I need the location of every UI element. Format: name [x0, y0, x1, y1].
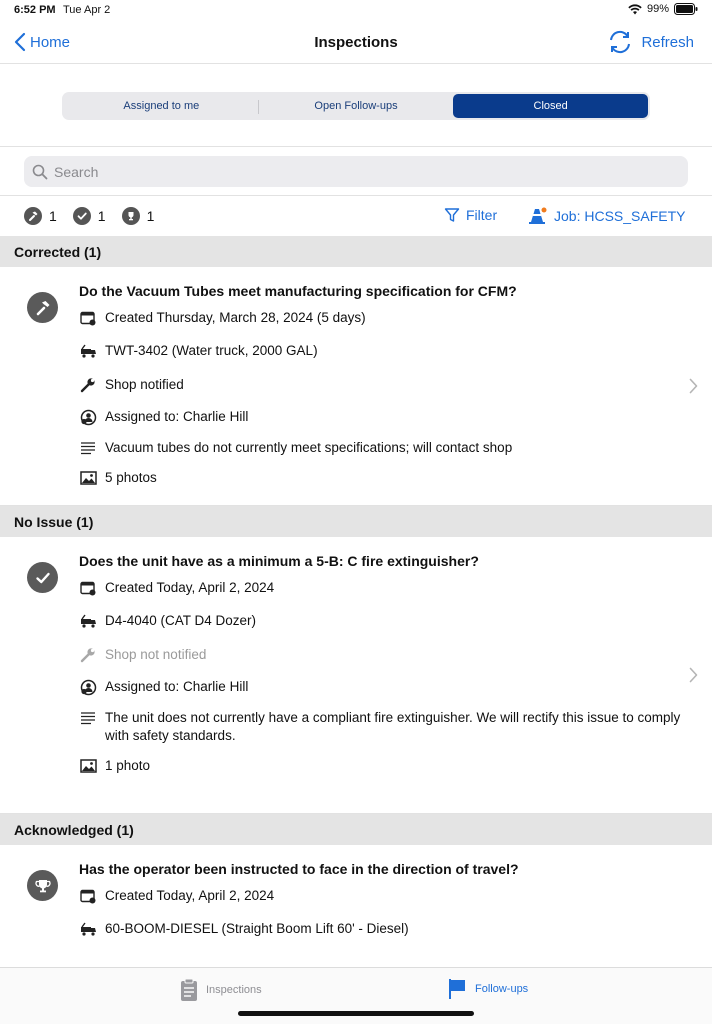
segment-assigned-to-me[interactable]: Assigned to me — [64, 94, 259, 118]
refresh-button[interactable] — [607, 29, 694, 55]
count-no-issue — [73, 207, 106, 225]
status-bar — [0, 0, 712, 22]
refresh-label: Refresh — [641, 33, 694, 51]
note-text: The unit does not currently have a compliant fire extinguisher. We will rectify this issue to comply with safety standards. — [105, 710, 681, 743]
battery-percent: 99% — [646, 3, 669, 15]
nav-bar — [0, 22, 712, 64]
section-header-no-issue: No Issue (1) — [0, 506, 712, 537]
wrench-icon — [79, 376, 97, 394]
user-badge-icon — [79, 678, 97, 696]
segmented-control — [62, 92, 650, 120]
photos-text: 5 photos — [105, 470, 157, 485]
search-area — [0, 147, 712, 196]
status-right — [628, 3, 698, 15]
equipment-icon — [79, 612, 97, 630]
equipment-icon — [79, 920, 97, 938]
created-row — [79, 579, 712, 597]
section-header-acknowledged: Acknowledged (1) — [0, 814, 712, 845]
tab-inspections[interactable] — [180, 978, 262, 1002]
equipment-row — [79, 342, 712, 360]
equipment-text: TWT-3402 (Water truck, 2000 GAL) — [105, 343, 318, 358]
segment-open-follow-ups[interactable]: Open Follow-ups — [314, 100, 398, 112]
photos-row — [79, 469, 712, 487]
page-title: Inspections — [314, 34, 398, 51]
text-lines-icon — [79, 709, 97, 727]
check-icon — [27, 562, 58, 593]
hammer-icon — [27, 292, 58, 323]
filter-label: Filter — [466, 207, 498, 223]
section-header-corrected: Corrected (1) — [0, 236, 712, 267]
created-text: Created Thursday, March 28, 2024 (5 days) — [105, 310, 366, 325]
filter-button[interactable] — [444, 207, 497, 223]
search-icon — [32, 164, 48, 180]
shop-row — [79, 646, 712, 664]
job-selector[interactable] — [528, 207, 686, 225]
inspection-card[interactable] — [0, 845, 712, 967]
segment-area — [0, 64, 712, 147]
created-row — [79, 309, 712, 327]
user-badge-icon — [79, 408, 97, 426]
count-acknowledged — [122, 207, 155, 225]
trophy-icon — [122, 207, 140, 225]
shop-text: Shop not notified — [105, 647, 207, 662]
equipment-icon — [79, 342, 97, 360]
text-lines-icon — [79, 439, 97, 457]
inspection-card[interactable] — [0, 537, 712, 814]
search-input[interactable] — [54, 164, 654, 180]
photo-icon — [79, 469, 97, 487]
status-time: 6:52 PM — [14, 4, 56, 16]
tab-inspections-label: Inspections — [206, 984, 262, 996]
hammer-icon — [24, 207, 42, 225]
count-value: 1 — [146, 208, 155, 224]
tab-follow-ups-label: Follow-ups — [475, 983, 529, 995]
photos-row — [79, 757, 712, 775]
calendar-icon — [79, 579, 97, 597]
wifi-icon — [628, 4, 642, 15]
note-text: Vacuum tubes do not currently meet specifications; will contact shop — [105, 440, 513, 455]
toolbar — [0, 196, 712, 236]
chevron-right-icon — [689, 378, 698, 394]
equipment-row — [79, 920, 712, 938]
photos-text: 1 photo — [105, 758, 151, 773]
status-date: Tue Apr 2 — [63, 4, 111, 16]
equipment-text: D4-4040 (CAT D4 Dozer) — [105, 613, 257, 628]
back-label: Home — [30, 33, 71, 51]
wrench-icon — [79, 646, 97, 664]
traffic-cone-icon — [528, 207, 548, 225]
equipment-text: 60-BOOM-DIESEL (Straight Boom Lift 60' - Diesel) — [105, 921, 409, 936]
flag-icon — [447, 978, 467, 1000]
chevron-right-icon — [689, 667, 698, 683]
calendar-icon — [79, 887, 97, 905]
home-indicator — [238, 1011, 474, 1016]
assigned-text: Assigned to: Charlie Hill — [105, 679, 249, 694]
tab-follow-ups[interactable] — [447, 978, 528, 1000]
count-corrected — [24, 207, 57, 225]
assigned-text: Assigned to: Charlie Hill — [105, 409, 249, 424]
filter-icon — [444, 207, 460, 223]
segment-closed[interactable]: Closed — [453, 94, 648, 118]
equipment-row — [79, 612, 712, 630]
card-title: Do the Vacuum Tubes meet manufacturing specification for CFM? — [79, 283, 517, 299]
battery-icon — [674, 3, 698, 15]
check-icon — [73, 207, 91, 225]
search-bar[interactable] — [24, 156, 688, 187]
status-counts — [24, 207, 154, 225]
shop-row — [79, 376, 712, 394]
inspection-list — [0, 236, 712, 967]
photo-icon — [79, 757, 97, 775]
note-row — [79, 439, 712, 457]
shop-text: Shop notified — [105, 377, 184, 392]
inspection-card[interactable] — [0, 267, 712, 506]
calendar-icon — [79, 309, 97, 327]
card-title: Has the operator been instructed to face in the direction of travel? — [79, 861, 519, 877]
assigned-row — [79, 408, 712, 426]
assigned-row — [79, 678, 712, 696]
card-title: Does the unit have as a minimum a 5-B: C fire extinguisher? — [79, 553, 479, 569]
note-row — [79, 709, 712, 745]
job-label: Job: HCSS_SAFETY — [554, 208, 686, 224]
created-row — [79, 887, 712, 905]
count-value: 1 — [97, 208, 106, 224]
refresh-icon — [607, 29, 633, 55]
trophy-icon — [27, 870, 58, 901]
count-value: 1 — [49, 208, 57, 224]
created-text: Created Today, April 2, 2024 — [105, 888, 275, 903]
clipboard-icon — [180, 978, 198, 1002]
created-text: Created Today, April 2, 2024 — [105, 580, 275, 595]
